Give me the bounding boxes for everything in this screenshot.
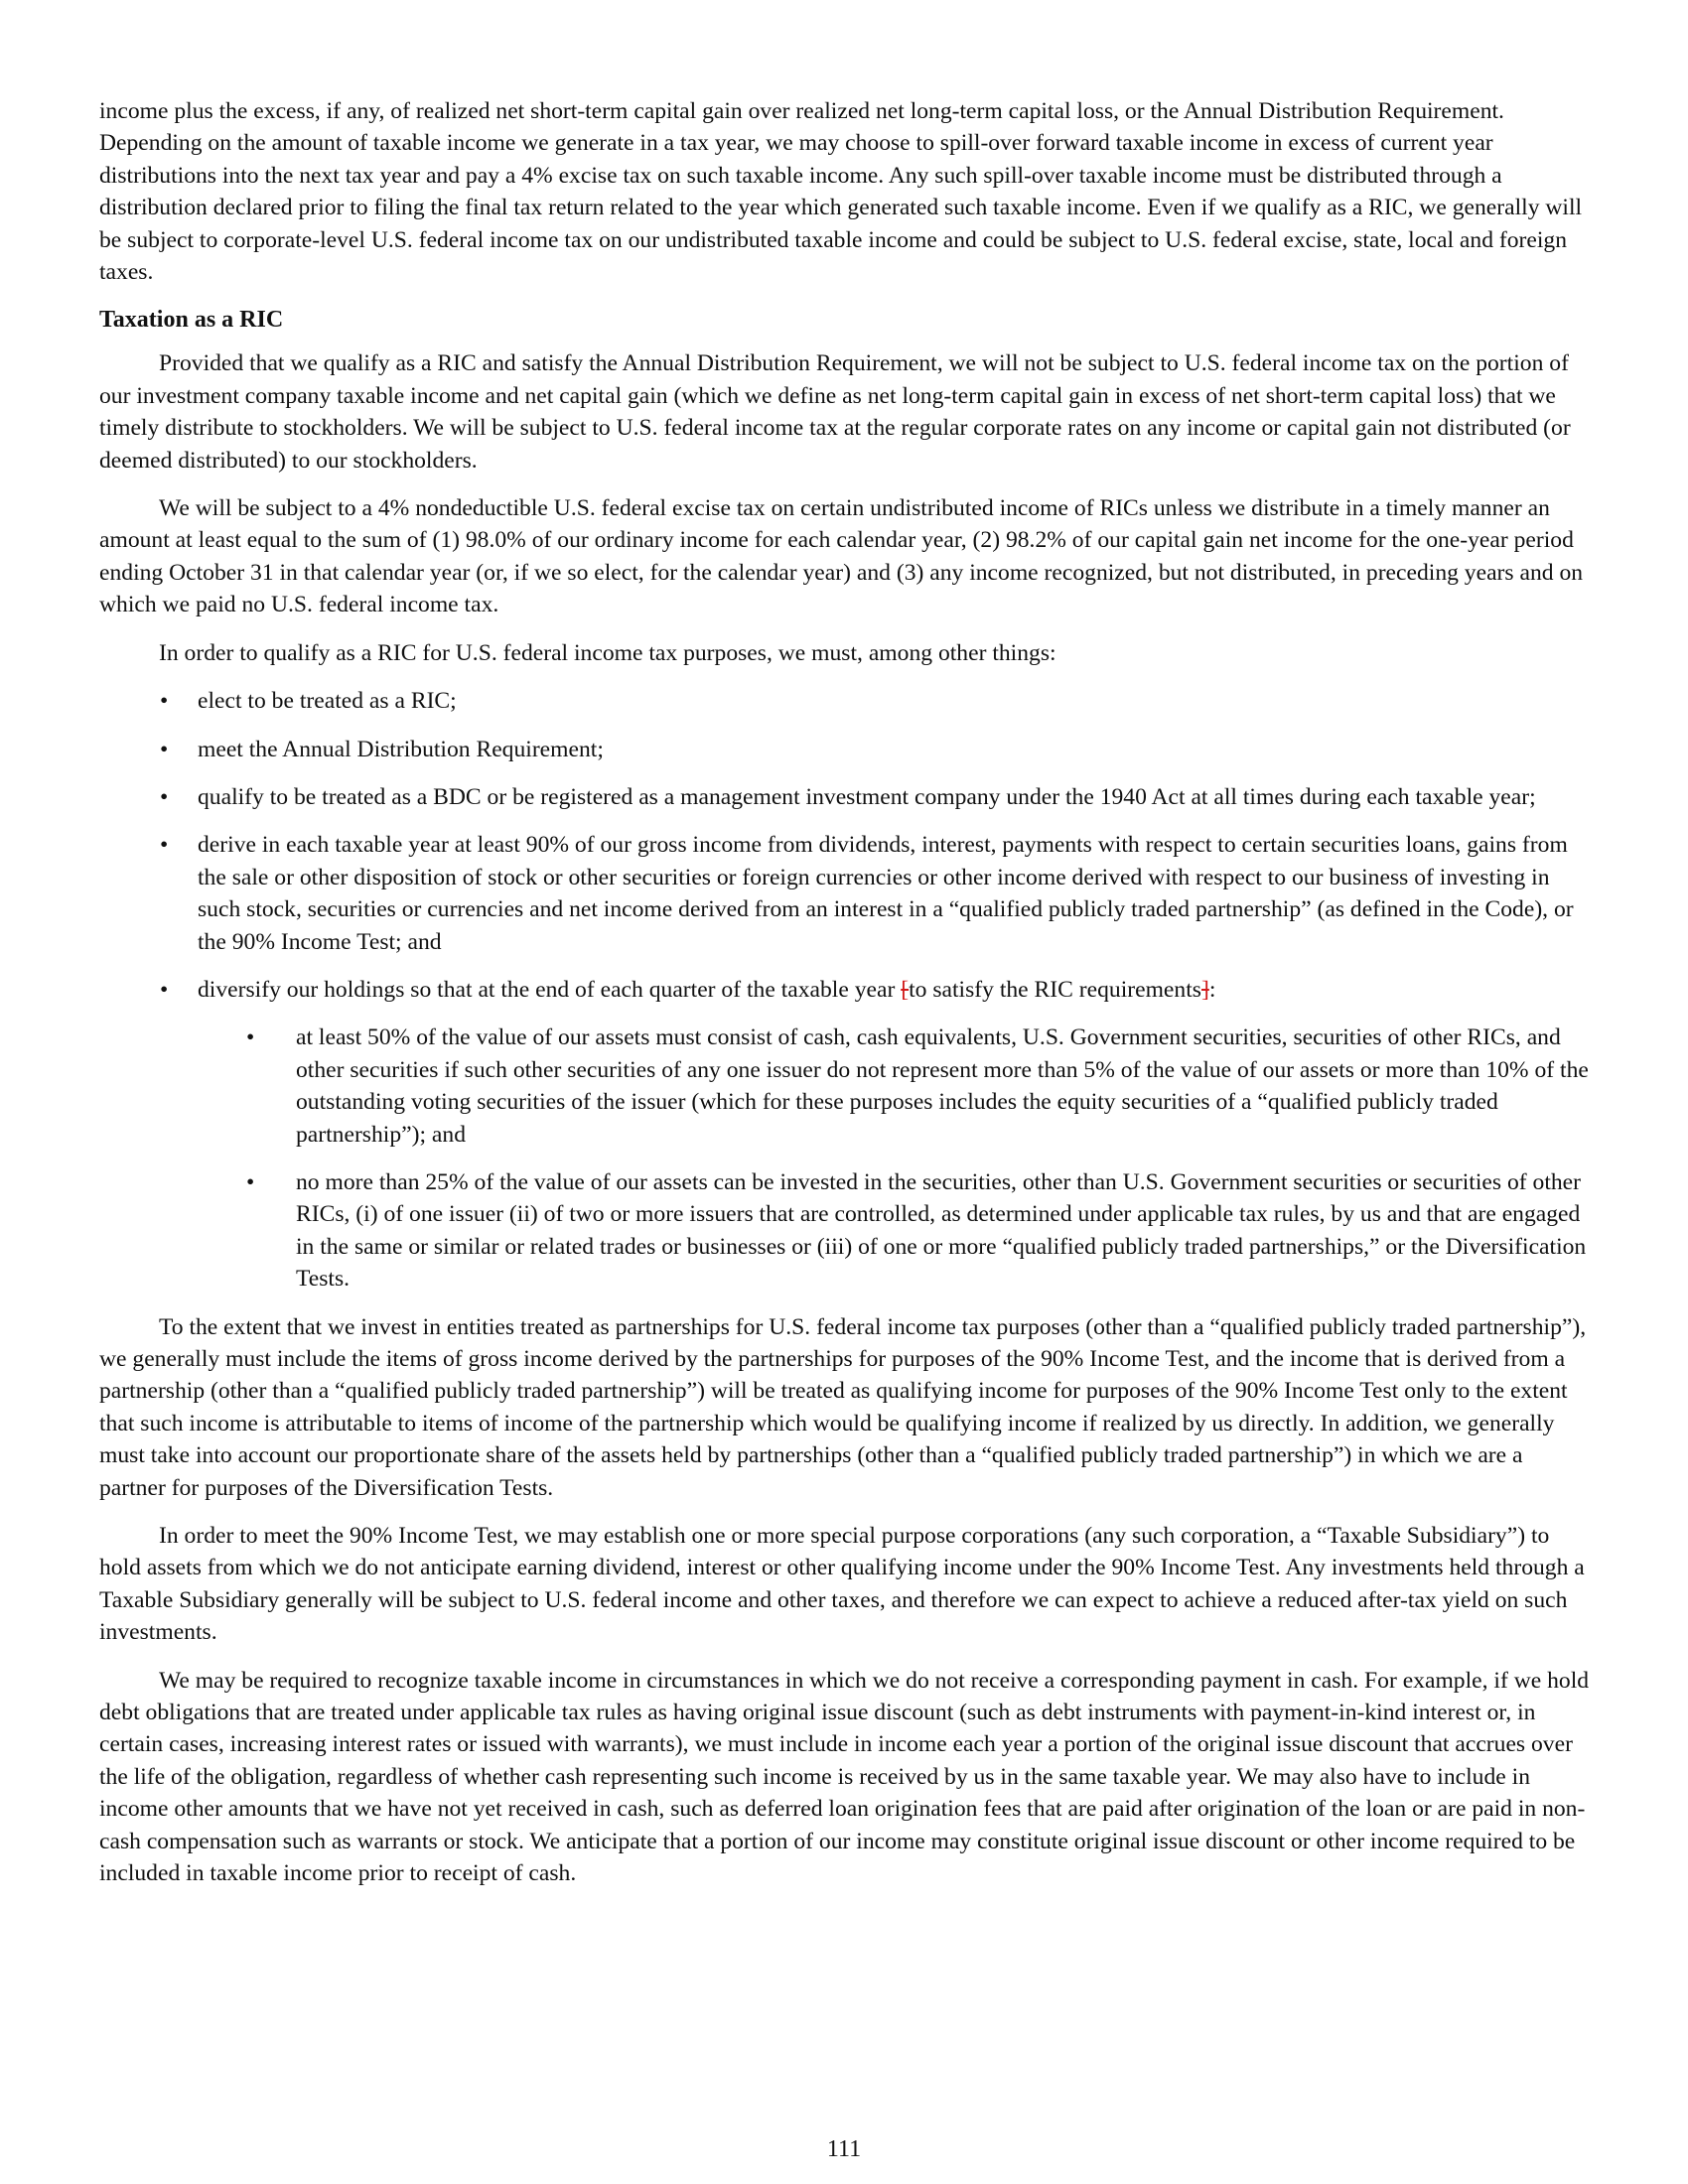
bullet-icon: • (160, 832, 169, 859)
bullet-icon: • (160, 736, 169, 762)
bullet5-middle: to satisfy the RIC requirements (909, 976, 1201, 1003)
paragraph-4: To the extent that we invest in entities treated as partnerships for U.S. federal income tax purposes (other than a “qualified publicly traded partnership”), we generally must include the items of gross income derived by the partnerships for purposes of the 90% Income Test, and the income that is derived from a partnership (other than a “qualified publicly traded partnership”) will be treated as qualifying income for purposes of the 90% Income Test only to the extent that such income is attributable to items of income of the partnership which would be qualifying income if realized by us directly. In addition, we generally must take into account our proportionate share of the assets held by partnerships (other than a “qualified publicly traded partnership”) in which we are a partner for purposes of the Diversification Tests. (99, 1313, 1587, 1501)
list-item (99, 734, 1593, 765)
bullet5-prefix: diversify our holdings so that at the end of each quarter of the taxable year (198, 976, 902, 1003)
sub-list-item-text: no more than 25% of the value of our assets can be invested in the securities, other than U.S. Government securities or securities of other RICs, (i) of one issuer (ii) of two or more issuers that are controlled, as determined under applicable tax rules, by us and that are engaged in the same or similar or related trades or businesses or (iii) of one or more “qualified publicly traded partnerships,” or the Diversification Tests. (296, 1168, 1587, 1293)
page-number: 111 (826, 2136, 862, 2162)
bullet-icon: • (246, 1024, 255, 1051)
list-item (99, 781, 1593, 813)
list-item (99, 685, 1593, 717)
sub-list-item (98, 1022, 1593, 1151)
redline-close-bracket: ] (1200, 976, 1209, 1003)
paragraph-1: Provided that we qualify as a RIC and satisfy the Annual Distribution Requirement, we will not be subject to U.S. federal income tax on the portion of our investment company taxable income and net capital gain (which we define as net long-term capital gain in excess of net short-term capital loss) that we timely distribute to stockholders. We will be subject to U.S. federal income tax at the regular corporate rates on any income or capital gain not distributed (or deemed distributed) to our stockholders. (99, 350, 1571, 474)
bullet-icon: • (160, 783, 169, 810)
document-body (99, 95, 1593, 1890)
list-item (99, 829, 1593, 958)
list-item-text: elect to be treated as a RIC; (198, 688, 457, 715)
paragraph-3: In order to qualify as a RIC for U.S. federal income tax purposes, we must, among other things: (159, 639, 1056, 666)
diversification-sublist (99, 1022, 1593, 1295)
list-item-text: meet the Annual Distribution Requirement; (198, 736, 604, 762)
paragraph-6: We may be required to recognize taxable income in circumstances in which we do not receive a corresponding payment in cash. For example, if we hold debt obligations that are treated under applicable tax rules as having original issue discount (such as debt instruments with payment-in-kind interest or, in certain cases, increasing interest rates or issued with warrants), we must include in income each year a portion of the original issue discount that accrues over the life of the obligation, regardless of whether cash representing such income is received by us in the same taxable year. We may also have to include in income other amounts that we have not yet received in cash, such as deferred loan origination fees that are paid after origination of the loan or are paid in non-cash compensation such as warrants or stock. We anticipate that a portion of our income may constitute original issue discount or other income required to be included in taxable income prior to receipt of cash. (99, 1667, 1590, 1887)
bullet-icon: • (160, 688, 169, 715)
section-heading: Taxation as a RIC (99, 307, 284, 334)
bullet5-suffix: : (1208, 976, 1216, 1003)
sub-list-item-text: at least 50% of the value of our assets must consist of cash, cash equivalents, U.S. Government securities, securities of other RICs, and other securities if such other securities of any one issuer do not represent more than 5% of the value of our assets or more than 10% of the outstanding voting securities of the issuer (which for these purposes includes the equity securities of a “qualified publicly traded partnership”); and (296, 1024, 1589, 1148)
requirements-list (99, 685, 1593, 1296)
list-item-diversify (99, 974, 1593, 1296)
bullet-icon: • (246, 1168, 255, 1195)
paragraph-5: In order to meet the 90% Income Test, we may establish one or more special purpose corporations (any such corporation, a “Taxable Subsidiary”) to hold assets from which we do not anticipate earning dividend, interest or other qualifying income under the 90% Income Test. Any investments held through a Taxable Subsidiary generally will be subject to U.S. federal income and other taxes, and therefore we can expect to achieve a reduced after-tax yield on such investments. (99, 1523, 1585, 1646)
list-item-text (198, 977, 1215, 1003)
redline-open-bracket: [ (901, 976, 910, 1003)
sub-list-item (98, 1166, 1593, 1296)
paragraph-2: We will be subject to a 4% nondeductible U.S. federal excise tax on certain undistributed income of RICs unless we distribute in a timely manner an amount at least equal to the sum of (1) 98.0% of our ordinary income for each calendar year, (2) 98.2% of our capital gain net income for the one-year period ending October 31 in that calendar year (or, if we so elect, for the calendar year) and (3) any income recognized, but not distributed, in preceding years and on which we paid no U.S. federal income tax. (99, 495, 1584, 618)
intro-paragraph: income plus the excess, if any, of realized net short-term capital gain over realized net long-term capital loss, or the Annual Distribution Requirement. Depending on the amount of taxable income we generate in a tax year, we may choose to spill-over forward taxable income in excess of current year distributions into the next tax year and pay a 4% excise tax on such taxable income. Any such spill-over taxable income must be distributed through a distribution declared prior to filing the final tax return related to the year which generated such taxable income. Even if we qualify as a RIC, we generally will be subject to corporate-level U.S. federal income tax on our undistributed taxable income and could be subject to U.S. federal excise, state, local and foreign taxes. (99, 98, 1583, 286)
list-item-text: qualify to be treated as a BDC or be registered as a management investment company under the 1940 Act at all times during each taxable year; (198, 783, 1536, 810)
bullet-icon: • (160, 976, 169, 1003)
list-item-text: derive in each taxable year at least 90% of our gross income from dividends, interest, payments with respect to certain securities loans, gains from the sale or other disposition of stock or other securities or foreign currencies or other income derived with respect to our business of investing in such stock, securities or currencies and net income derived from an interest in a “qualified publicly traded partnership” (as defined in the Code), or the 90% Income Test; and (198, 832, 1574, 955)
